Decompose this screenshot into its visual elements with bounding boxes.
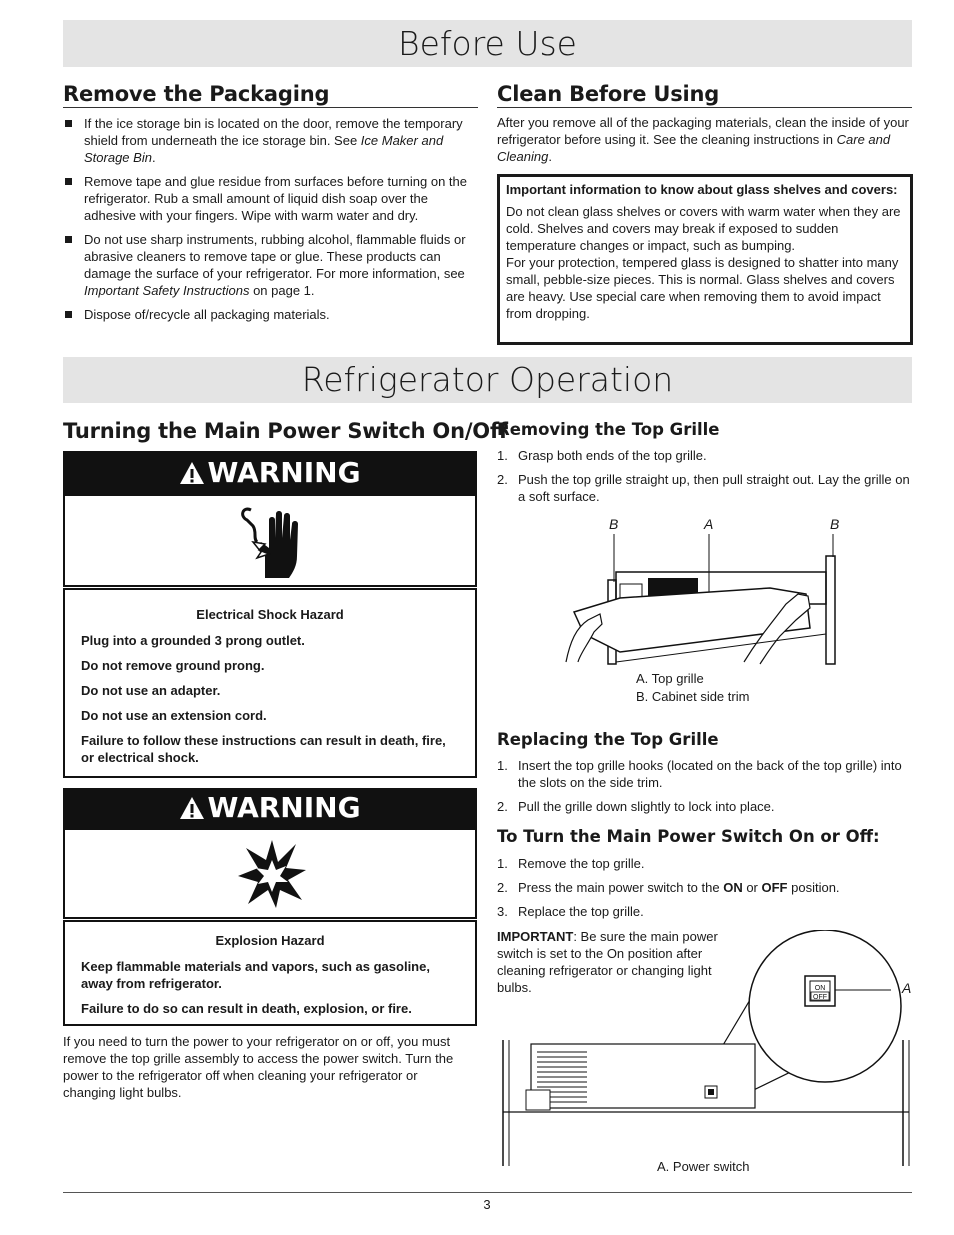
figure-caption-a: A. Top grille bbox=[636, 671, 704, 686]
list-item: 1. Grasp both ends of the top grille. bbox=[497, 448, 707, 463]
before-use-title: Before Use bbox=[397, 24, 577, 63]
clean-before-using-text: After you remove all of the packaging materials, clean the inside of your refrigerator before using it. See the cleaning instructions in Care and Cleaning. bbox=[497, 115, 909, 164]
warning-line: Do not remove ground prong. bbox=[81, 658, 265, 673]
warning-header: WARNING bbox=[63, 788, 477, 828]
warning-line: Failure to do so can result in death, explosion, or fire. bbox=[81, 1001, 412, 1016]
footer-rule bbox=[63, 1192, 912, 1193]
warning-header: WARNING bbox=[63, 451, 477, 494]
turn-switch-heading: To Turn the Main Power Switch On or Off: bbox=[497, 827, 880, 846]
hazard-title: Explosion Hazard bbox=[215, 933, 325, 948]
glass-notice-p2: For your protection, tempered glass is designed to shatter into many small, pebble-size pieces. This is normal. Glass shelves and covers are heavy. Use special care when removing them to avoid impact from dropping. bbox=[506, 255, 899, 321]
list-item: Dispose of/recycle all packaging materials. bbox=[63, 306, 481, 323]
before-use-banner bbox=[63, 20, 912, 67]
switch-figure-label-a: A bbox=[902, 980, 912, 996]
list-item: 2. Press the main power switch to the ON or OFF position. bbox=[497, 880, 840, 895]
warning-line: Plug into a grounded 3 prong outlet. bbox=[81, 633, 305, 648]
power-switch-caption: A. Power switch bbox=[657, 1159, 750, 1174]
electrical-shock-icon bbox=[231, 502, 311, 582]
remove-packaging-list bbox=[63, 115, 481, 330]
replacing-grille-steps bbox=[497, 757, 915, 822]
list-item: 2. Push the top grille straight up, then pull straight out. Lay the grille on a soft surface. bbox=[497, 472, 910, 504]
turn-switch-steps bbox=[497, 855, 915, 927]
list-item: 3. Replace the top grille. bbox=[497, 904, 644, 919]
page-number: 3 bbox=[483, 1197, 491, 1212]
explosion-icon-box bbox=[63, 828, 477, 919]
glass-notice-title: Important information to know about glass shelves and covers: bbox=[506, 182, 898, 197]
replacing-grille-heading: Replacing the Top Grille bbox=[497, 730, 719, 749]
explosion-warning-text bbox=[63, 920, 477, 1026]
warning-line: Keep flammable materials and vapors, such as gasoline, away from refrigerator. bbox=[81, 959, 430, 991]
warning-triangle-icon bbox=[179, 461, 205, 485]
warning-line: Do not use an adapter. bbox=[81, 683, 221, 698]
remove-packaging-heading: Remove the Packaging bbox=[63, 82, 478, 108]
switch-on-label: ON bbox=[814, 985, 826, 992]
list-item: 1. Remove the top grille. bbox=[497, 856, 645, 871]
list-item: Remove tape and glue residue from surfaces before turning on the refrigerator. Rub a small amount of liquid dish soap over the adhesive with your fingers. Wipe with warm water and dry. bbox=[63, 173, 481, 224]
list-item: 1. Insert the top grille hooks (located on the back of the top grille) into the slots on the side trim. bbox=[497, 758, 902, 790]
figure-label-b-left: B bbox=[609, 516, 619, 532]
warning-triangle-icon bbox=[179, 796, 205, 820]
figure-label-a: A bbox=[704, 516, 714, 532]
operation-banner bbox=[63, 357, 912, 403]
operation-title: Refrigerator Operation bbox=[301, 360, 674, 399]
glass-notice-p1: Do not clean glass shelves or covers with warm water when they are cold. Shelves and covers may break if exposed to sudden temperature changes or impact, such as bumping. bbox=[506, 204, 901, 253]
figure-label-b-right: B bbox=[830, 516, 840, 532]
shock-icon-box bbox=[63, 494, 477, 587]
important-note: IMPORTANT: Be sure the main power switch is set to the On position after cleaning refrigerator or changing light bulbs. bbox=[497, 929, 718, 995]
explosion-icon bbox=[236, 838, 308, 910]
removing-grille-steps bbox=[497, 447, 915, 512]
warning-line: Do not use an extension cord. bbox=[81, 708, 267, 723]
warning-line: Failure to follow these instructions can result in death, fire, or electrical shock. bbox=[81, 733, 446, 765]
hazard-title: Electrical Shock Hazard bbox=[196, 607, 344, 622]
glass-shelves-notice bbox=[497, 174, 913, 345]
power-note-text: If you need to turn the power to your refrigerator on or off, you must remove the top grille assembly to access the power switch. Turn the power to the refrigerator off when cleaning your refrigerator or changing light bulbs. bbox=[63, 1034, 454, 1100]
list-item: 2. Pull the grille down slightly to lock into place. bbox=[497, 799, 775, 814]
figure-caption-b: B. Cabinet side trim bbox=[636, 689, 750, 704]
removing-grille-heading: Removing the Top Grille bbox=[497, 420, 720, 439]
shock-warning-text bbox=[63, 588, 477, 778]
list-item: If the ice storage bin is located on the door, remove the temporary shield from underneath the ice storage bin. See Ice Maker and Storage Bin. bbox=[63, 115, 481, 166]
power-switch-heading: Turning the Main Power Switch On/Off bbox=[63, 419, 508, 443]
top-grille-illustration bbox=[560, 512, 860, 667]
switch-off-label: OFF bbox=[813, 994, 827, 1001]
power-switch-illustration bbox=[495, 930, 915, 1175]
list-item: Do not use sharp instruments, rubbing alcohol, flammable fluids or abrasive cleaners to remove tape or glue. These products can damage the surface of your refrigerator. For more information, see Important Safety Instructions on page 1. bbox=[63, 231, 481, 299]
clean-before-using-heading: Clean Before Using bbox=[497, 82, 912, 108]
